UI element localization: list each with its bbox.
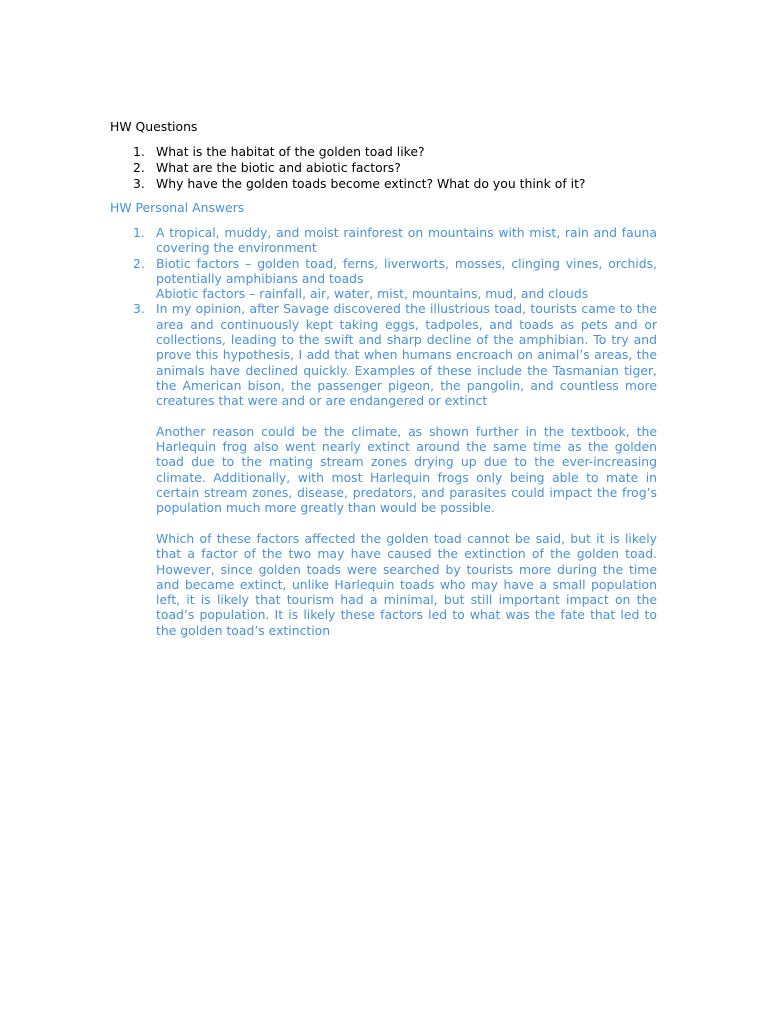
question-number: 2. bbox=[133, 159, 145, 175]
answer-paragraph: A tropical, muddy, and moist rainforest on mountains with mist, rain and fauna covering the environment bbox=[156, 225, 657, 256]
question-number: 3. bbox=[133, 175, 145, 191]
answers-list bbox=[110, 225, 657, 638]
answer-item bbox=[110, 301, 657, 638]
questions-heading: HW Questions bbox=[110, 119, 198, 134]
answer-number: 3. bbox=[133, 301, 145, 317]
answer-paragraph: In my opinion, after Savage discovered the illustrious toad, tourists came to the area and continuously kept taking eggs, tadpoles, and toads as pets and or collections, leading to the swift and sharp decline of the amphibian. To try and prove this hypothesis, I add that when humans encroach on animal’s areas, the animals have declined quickly. Examples of these include the Tasmanian tiger, the American bison, the passenger pigeon, the pangolin, and countless more creatures that were and or are endangered or extinct bbox=[156, 301, 657, 409]
questions-list bbox=[110, 144, 657, 192]
answer-number: 2. bbox=[133, 255, 145, 271]
question-item bbox=[110, 144, 657, 159]
answer-item bbox=[110, 256, 657, 302]
answer-number: 1. bbox=[133, 225, 145, 240]
question-text: Why have the golden toads become extinct? What do you think of it? bbox=[156, 175, 586, 191]
question-text: What is the habitat of the golden toad like? bbox=[156, 144, 425, 159]
answer-item bbox=[110, 225, 657, 256]
question-text: What are the biotic and abiotic factors? bbox=[156, 159, 401, 175]
answers-heading: HW Personal Answers bbox=[110, 200, 245, 215]
question-number: 1. bbox=[133, 144, 145, 159]
question-item bbox=[110, 176, 657, 191]
answer-paragraph: Which of these factors affected the golden toad cannot be said, but it is likely that a factor of the two may have caused the extinction of the golden toad. However, since golden toads were searched by tourists more during the time and became extinct, unlike Harlequin toads who may have a small population left, it is likely that tourism had a minimal, but still important impact on the toad’s population. It is likely these factors led to what was the fate that led to the golden toad’s extinction bbox=[156, 530, 657, 638]
answer-paragraph: Biotic factors – golden toad, ferns, liverworts, mosses, clinging vines, orchids, potentially amphibians and toads bbox=[156, 255, 657, 286]
answer-paragraph: Abiotic factors – rainfall, air, water, mist, mountains, mud, and clouds bbox=[156, 286, 589, 302]
question-item bbox=[110, 160, 657, 175]
answer-paragraph: Another reason could be the climate, as shown further in the textbook, the Harlequin frog also went nearly extinct around the same time as the golden toad due to the mating stream zones drying up due to the ever-increasing climate. Additionally, with most Harlequin frogs only being able to mate in certain stream zones, disease, predators, and parasites could impact the frog’s population much more greatly than would be possible. bbox=[156, 423, 657, 516]
